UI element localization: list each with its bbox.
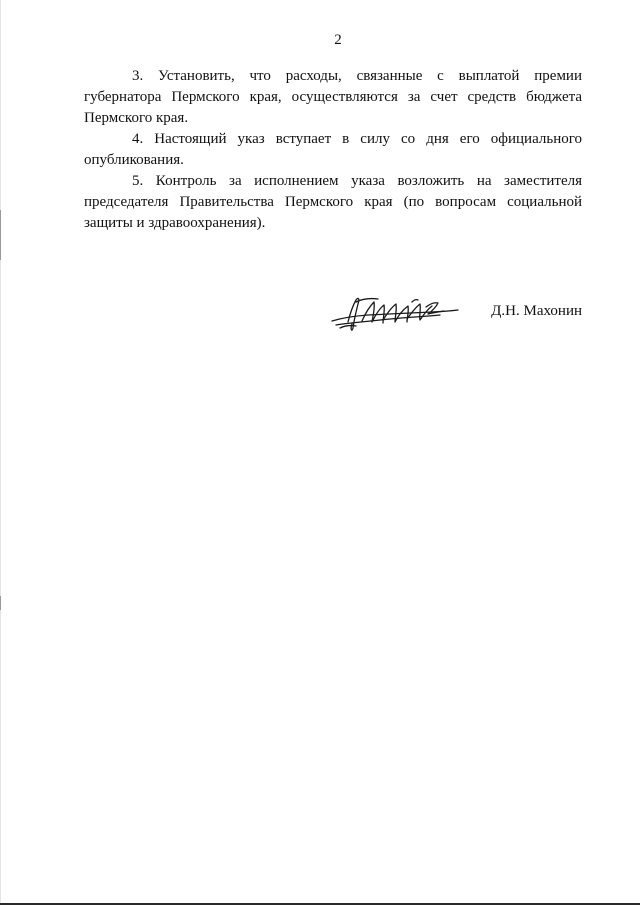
paragraph-5: 5. Контроль за исполнением указа возложить на заместителя председателя Правительства Пермского края (по вопросам социальной защиты и здравоохранения). xyxy=(84,173,582,231)
scan-mark xyxy=(0,210,1,260)
scan-mark xyxy=(0,596,1,610)
paragraph-3: 3. Установить, что расходы, связанные с выплатой премии губернатора Пермского края, осуществляются за счет средств бюджета Пермского края. xyxy=(84,68,582,126)
signer-name: Д.Н. Махонин xyxy=(491,303,582,319)
page-number: 2 xyxy=(334,32,342,48)
handwritten-signature xyxy=(328,292,460,336)
signature-block xyxy=(328,292,582,336)
document-body xyxy=(84,66,582,234)
paragraph-4: 4. Настоящий указ вступает в силу со дня его официального опубликования. xyxy=(84,131,582,168)
scan-edge-left xyxy=(0,0,1,905)
